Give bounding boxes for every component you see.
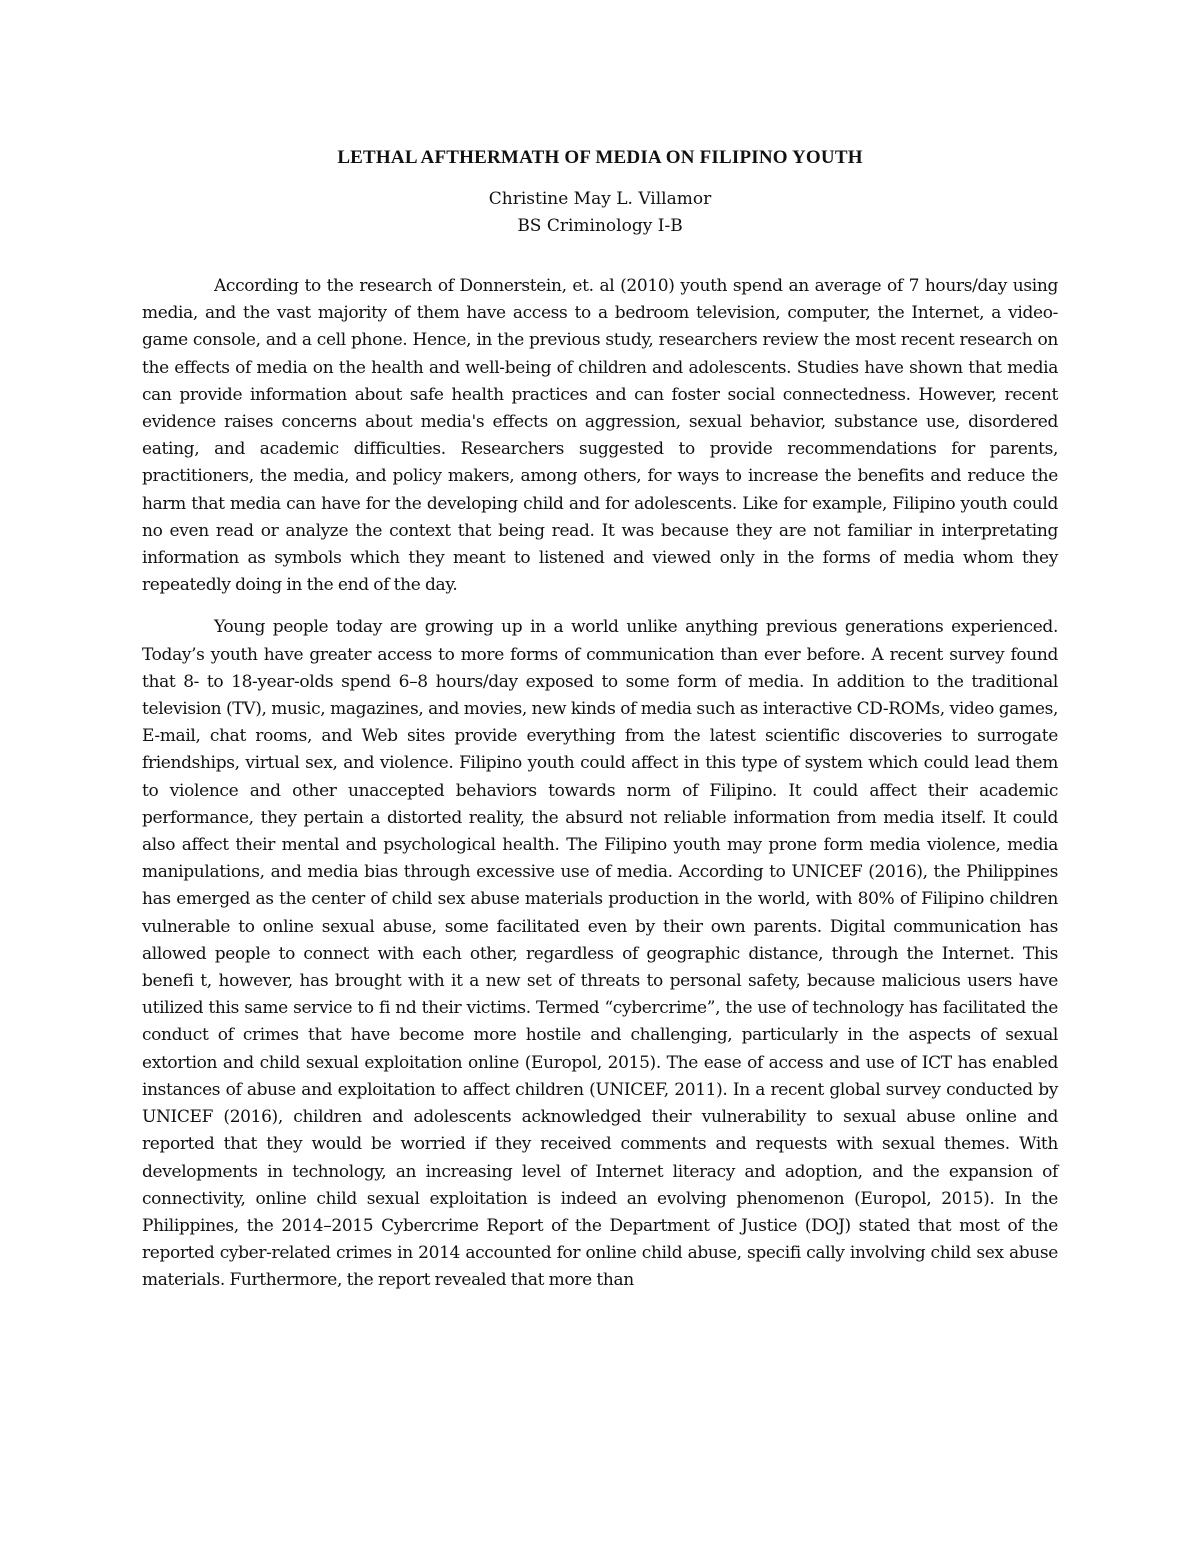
document-title: LETHAL AFTHERMATH OF MEDIA ON FILIPINO YOUTH (337, 147, 863, 168)
body-paragraph: According to the research of Donnerstein, et. al (2010) youth spend an average of 7 hours/day using media, and the vast majority of them have access to a bedroom television, computer, the Internet, a video-game console, and a cell phone. Hence, in the previous study, researchers review the most recent research on the effects of media on the health and well-being of children and adolescents. Studies have shown that media can provide information about safe health practices and can foster social connectedness. However, recent evidence raises concerns about media's effects on aggression, sexual behavior, substance use, disordered eating, and academic difficulties. Researchers suggested to provide recommendations for parents, practitioners, the media, and policy makers, among others, for ways to increase the benefits and reduce the harm that media can have for the developing child and for adolescents. Like for example, Filipino youth could no even read or analyze the context that being read. It was because they are not familiar in interpretating information as symbols which they meant to listened and viewed only in the forms of media whom they repeatedly doing in the end of the day. (142, 276, 1058, 596)
page-content (142, 146, 1058, 1295)
course-section: BS Criminology I-B (517, 216, 683, 236)
author-block (142, 186, 1058, 240)
body-paragraph: Young people today are growing up in a world unlike anything previous generations experienced. Today’s youth have greater access to more forms of communication than ever before. A recent survey found that 8- to 18-year-olds spend 6–8 hours/day exposed to some form of media. In addition to the traditional television (TV), music, magazines, and movies, new kinds of media such as interactive CD-ROMs, video games, E-mail, chat rooms, and Web sites provide everything from the latest scientific discoveries to surrogate friendships, virtual sex, and violence. Filipino youth could affect in this type of system which could lead them to violence and other unaccepted behaviors towards norm of Filipino. It could affect their academic performance, they pertain a distorted reality, the absurd not reliable information from media itself. It could also affect their mental and psychological health. The Filipino youth may prone form media violence, media manipulations, and media bias through excessive use of media. According to UNICEF (2016), the Philippines has emerged as the center of child sex abuse materials production in the world, with 80% of Filipino children vulnerable to online sexual abuse, some facilitated even by their own parents. Digital communication has allowed people to connect with each other, regardless of geographic distance, through the Internet. This benefi t, however, has brought with it a new set of threats to personal safety, because malicious users have utilized this same service to fi nd their victims. Termed “cybercrime”, the use of technology has facilitated the conduct of crimes that have become more hostile and challenging, particularly in the aspects of sexual extortion and child sexual exploitation online (Europol, 2015). The ease of access and use of ICT has enabled instances of abuse and exploitation to affect children (UNICEF, 2011). In a recent global survey conducted by UNICEF (2016), children and adolescents acknowledged their vulnerability to sexual abuse online and reported that they would be worried if they received comments and requests with sexual themes. With developments in technology, an increasing level of Internet literacy and adoption, and the expansion of connectivity, online child sexual exploitation is indeed an evolving phenomenon (Europol, 2015). In the Philippines, the 2014–2015 Cybercrime Report of the Department of Justice (DOJ) stated that most of the reported cyber-related crimes in 2014 accounted for online child abuse, specifi cally involving child sex abuse materials. Furthermore, the report revealed that more than (142, 617, 1058, 1291)
author-name: Christine May L. Villamor (488, 189, 712, 209)
